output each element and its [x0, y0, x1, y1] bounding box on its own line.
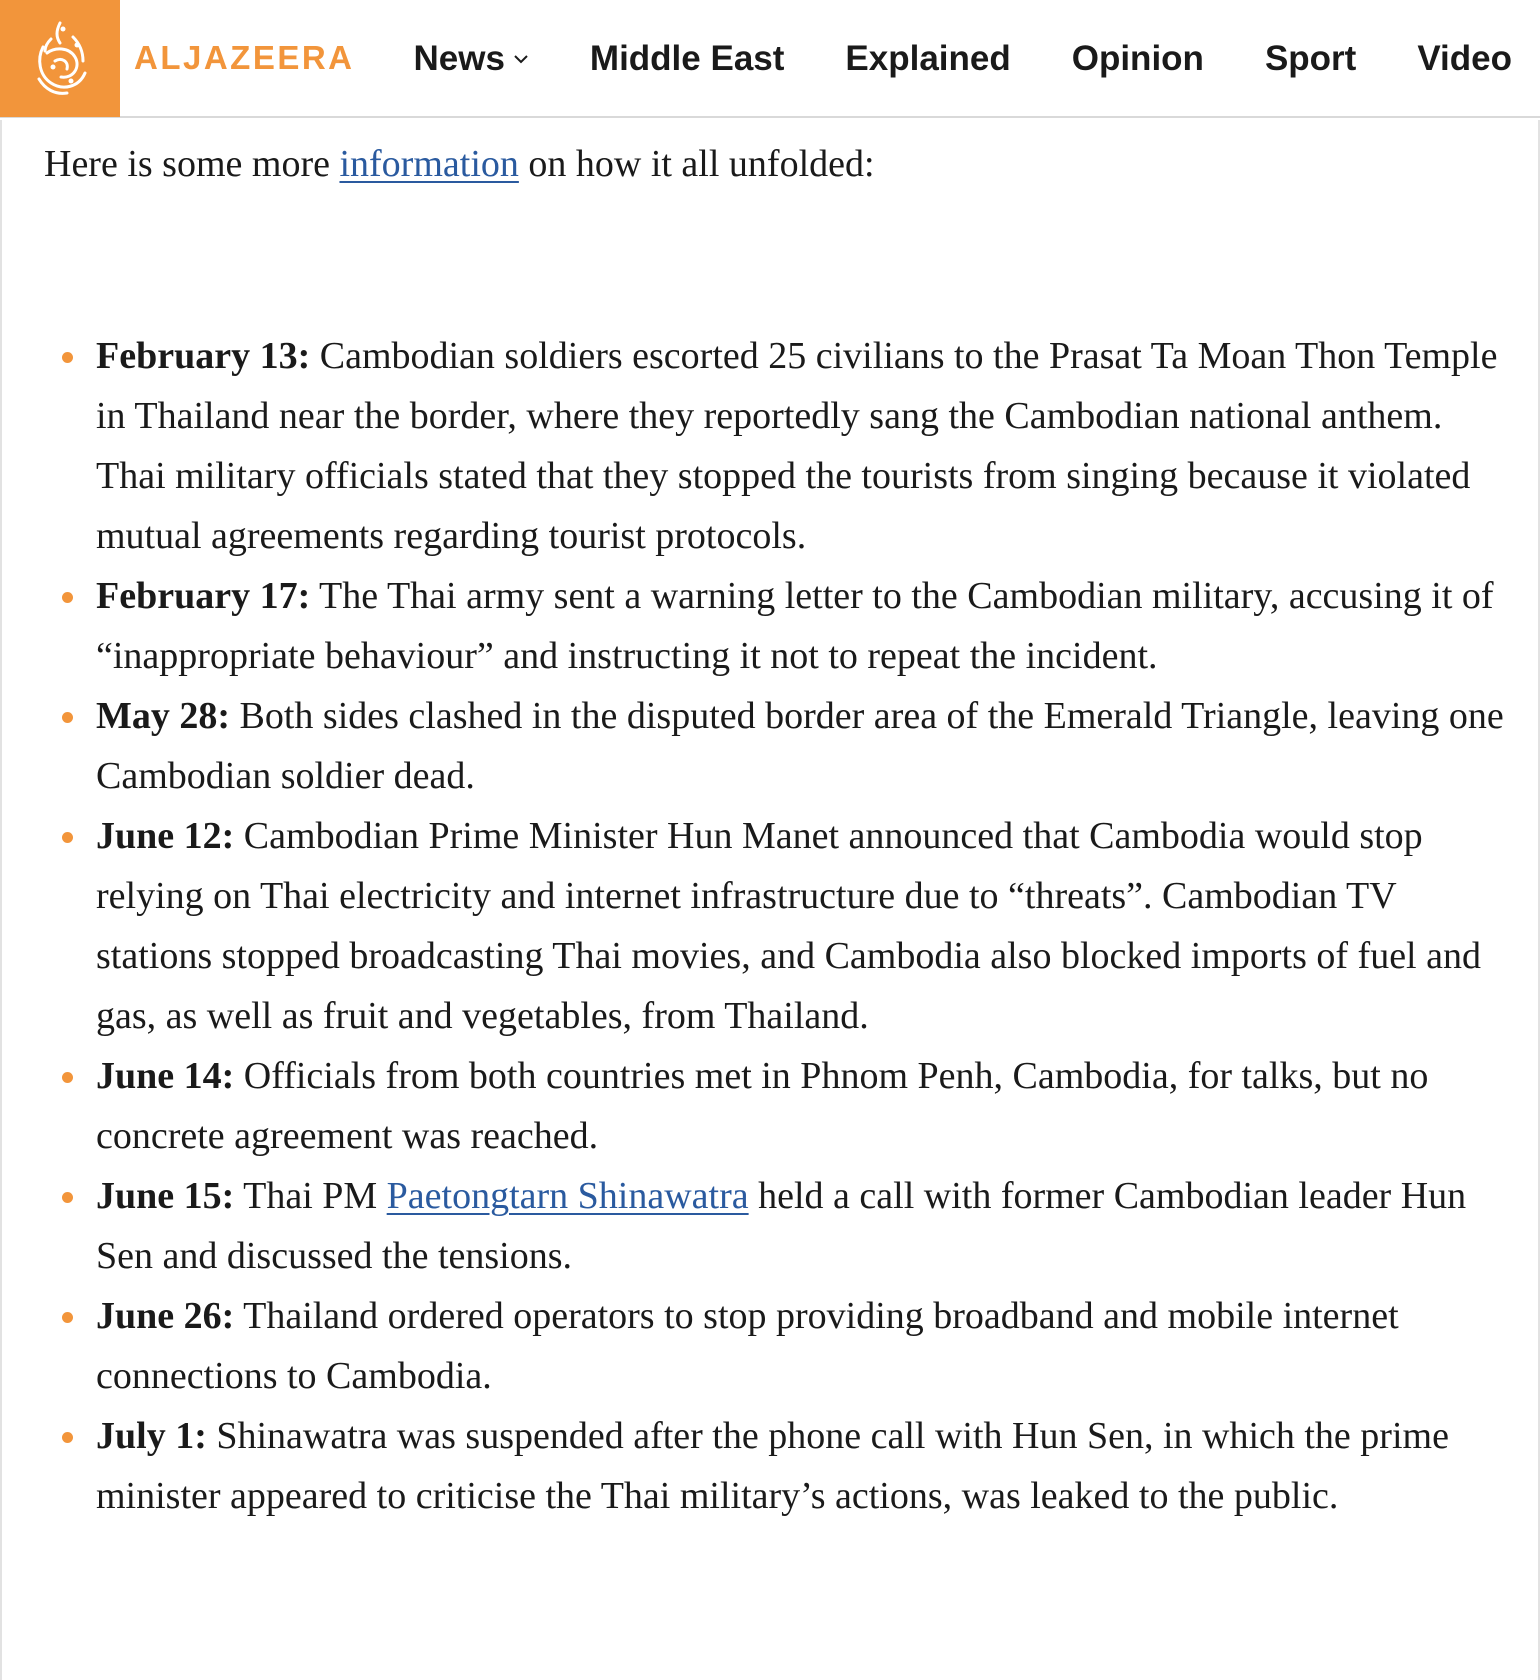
timeline-item: [96, 1046, 1516, 1166]
bullet-icon: [62, 1072, 73, 1083]
timeline-list: [96, 326, 1516, 1526]
timeline-text: Shinawatra was suspended after the phone call with Hun Sen, in which the prime minister appeared to criticise the Thai military’s actions, was leaked to the public.: [96, 1415, 1449, 1517]
timeline-date: June 12:: [96, 815, 235, 857]
timeline-item: [96, 1166, 1516, 1286]
timeline-text: Officials from both countries met in Phnom Penh, Cambodia, for talks, but no concrete agreement was reached.: [96, 1055, 1429, 1157]
timeline-date: May 28:: [96, 695, 231, 737]
timeline-text: Thailand ordered operators to stop providing broadband and mobile internet connections to Cambodia.: [96, 1295, 1399, 1397]
bullet-icon: [62, 1432, 73, 1443]
nav-item-news[interactable]: [413, 39, 528, 79]
nav-item-opinion[interactable]: [1072, 39, 1204, 79]
bullet-icon: [62, 712, 73, 723]
timeline-date: February 17:: [96, 575, 311, 617]
site-header: [0, 0, 1540, 118]
timeline-text: Both sides clashed in the disputed border area of the Emerald Triangle, leaving one Cambodian soldier dead.: [96, 695, 1504, 797]
logo-wordmark[interactable]: ALJAZEERA: [134, 39, 355, 76]
article-body: [0, 120, 1540, 1680]
timeline-text: held a call with former Cambodian leader Hun Sen and discussed the tensions.: [96, 1175, 1467, 1277]
nav-item-label: Opinion: [1071, 39, 1204, 78]
nav-item-explained[interactable]: [845, 39, 1010, 79]
intro-paragraph: [44, 134, 875, 194]
timeline-date: June 14:: [96, 1055, 235, 1097]
nav-item-label: Middle East: [589, 39, 785, 78]
timeline-item: [96, 326, 1516, 566]
paetongtarn-shinawatra-link[interactable]: Paetongtarn Shinawatra: [386, 1175, 749, 1217]
nav-item-label: News: [413, 39, 505, 78]
bullet-icon: [62, 352, 73, 363]
main-nav: [413, 0, 1512, 118]
nav-item-label: Explained: [845, 39, 1011, 78]
information-link[interactable]: information: [339, 143, 519, 185]
nav-item-video[interactable]: [1417, 39, 1512, 79]
nav-item-middle-east[interactable]: [590, 39, 784, 79]
timeline-text: Cambodian Prime Minister Hun Manet announced that Cambodia would stop relying on Thai electricity and internet infrastructure due to “threats”. Cambodian TV stations stopped broadcasting Thai movies, and Cambodia also blocked imports of fuel and gas, as well as fruit and vegetables, from Thailand.: [96, 815, 1481, 1037]
nav-item-label: Video: [1417, 39, 1512, 78]
timeline-text: Thai PM: [234, 1175, 387, 1217]
timeline-date: July 1:: [96, 1415, 207, 1457]
nav-item-sport[interactable]: [1265, 39, 1356, 79]
timeline-text: Cambodian soldiers escorted 25 civilians to the Prasat Ta Moan Thon Temple in Thailand near the border, where they reportedly sang the Cambodian national anthem. Thai military officials stated that they stopped the tourists from singing because it violated mutual agreements regarding tourist protocols.: [96, 335, 1498, 557]
timeline-item: [96, 1406, 1516, 1526]
nav-item-label: Sport: [1264, 39, 1357, 78]
bullet-icon: [62, 1192, 73, 1203]
chevron-down-icon: [513, 54, 529, 64]
timeline-item: [96, 806, 1516, 1046]
timeline-item: [96, 1286, 1516, 1406]
timeline-date: June 15:: [96, 1175, 235, 1217]
timeline-text: The Thai army sent a warning letter to the Cambodian military, accusing it of “inappropriate behaviour” and instructing it not to repeat the incident.: [96, 575, 1494, 677]
aljazeera-calligraphy-logo-icon: [25, 17, 95, 99]
bullet-icon: [62, 1312, 73, 1323]
timeline-date: June 26:: [96, 1295, 235, 1337]
intro-text: Here is some more: [44, 143, 340, 185]
intro-text: on how it all unfolded:: [518, 143, 875, 185]
timeline-item: [96, 566, 1516, 686]
timeline-item: [96, 686, 1516, 806]
bullet-icon: [62, 832, 73, 843]
logo-emblem[interactable]: [0, 0, 120, 117]
timeline-date: February 13:: [96, 335, 311, 377]
bullet-icon: [62, 592, 73, 603]
